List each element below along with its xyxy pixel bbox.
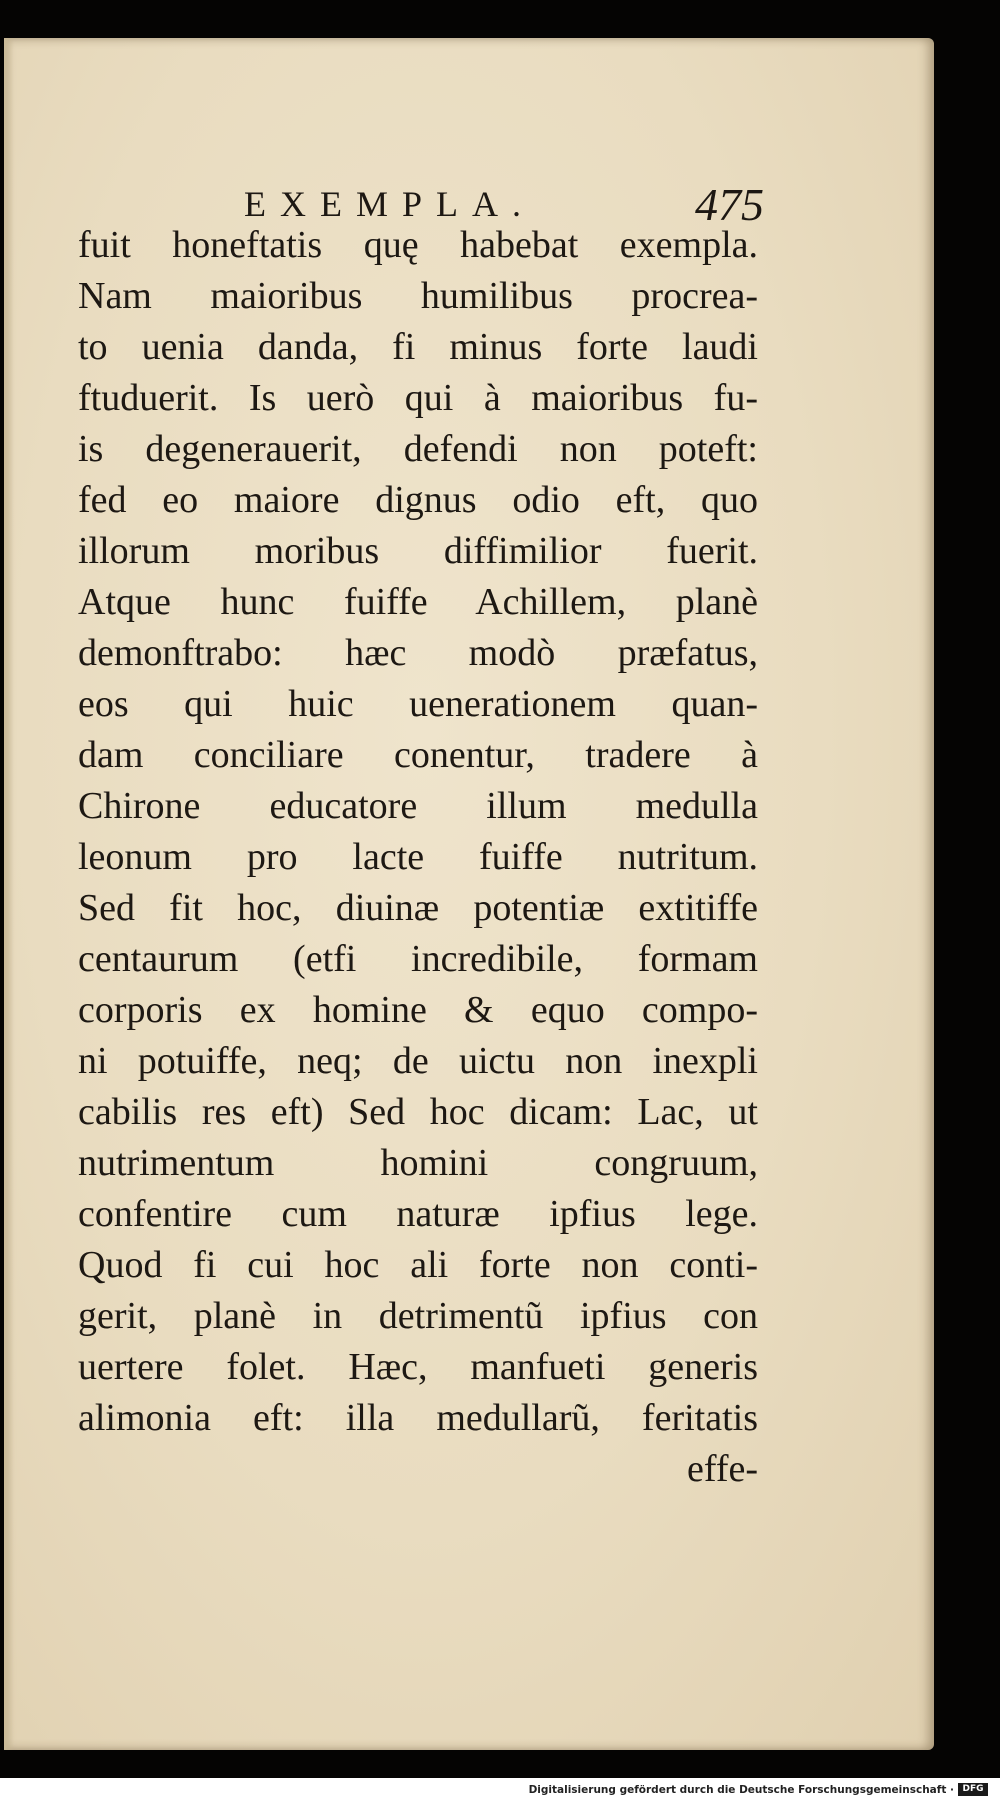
text-line: dam conciliare conentur, tradere à	[78, 734, 758, 776]
text-line: confentire cum naturæ ipfius lege.	[78, 1193, 758, 1235]
page-edge	[4, 38, 14, 1750]
text-line: Atque hunc fuiffe Achillem, planè	[78, 581, 758, 623]
catchword: effe-	[686, 1448, 758, 1490]
digitization-credit: Digitalisierung gefördert durch die Deutsche Forschungsgemeinschaft ·	[528, 1784, 954, 1796]
text-line: fuit honeftatis quę habebat exempla.	[78, 224, 758, 266]
text-line: Sed fit hoc, diuinæ potentiæ extitiffe	[78, 887, 758, 929]
text-line: gerit, planè in detrimentũ ipfius con	[78, 1295, 758, 1337]
page-number: 475	[695, 179, 764, 230]
text-line: centaurum (etfi incredibile, formam	[78, 938, 758, 980]
text-line: cabilis res eft) Sed hoc dicam: Lac, ut	[78, 1091, 758, 1133]
text-line: eos qui huic uenerationem quan-	[78, 683, 758, 725]
body-text	[78, 220, 758, 1495]
text-line: to uenia danda, fi minus forte laudi	[78, 326, 758, 368]
text-line: fed eo maiore dignus odio eft, quo	[78, 479, 758, 521]
text-line: leonum pro lacte fuiffe nutritum.	[78, 836, 758, 878]
text-line: is degenerauerit, defendi non poteft:	[78, 428, 758, 470]
text-line: alimonia eft: illa medullarũ, feritatis	[78, 1397, 758, 1439]
text-line: ni potuiffe, neq; de uictu non inexpli	[78, 1040, 758, 1082]
text-line: uertere folet. Hæc, manfueti generis	[78, 1346, 758, 1388]
text-line: illorum moribus diffimilior fuerit.	[78, 530, 758, 572]
running-head: EXEMPLA.	[244, 184, 535, 224]
text-line: Quod fi cui hoc ali forte non conti-	[78, 1244, 758, 1286]
dfg-logo: DFG	[958, 1783, 988, 1796]
text-line: nutrimentum homini congruum,	[78, 1142, 758, 1184]
text-line: ftuduerit. Is uerò qui à maioribus fu-	[78, 377, 758, 419]
text-line: demonftrabo: hæc modò præfatus,	[78, 632, 758, 674]
footer-bar	[0, 1778, 1000, 1800]
text-line: Nam maioribus humilibus procrea-	[78, 275, 758, 317]
book-page	[4, 38, 934, 1750]
text-line: Chirone educatore illum medulla	[78, 785, 758, 827]
text-line: corporis ex homine & equo compo-	[78, 989, 758, 1031]
